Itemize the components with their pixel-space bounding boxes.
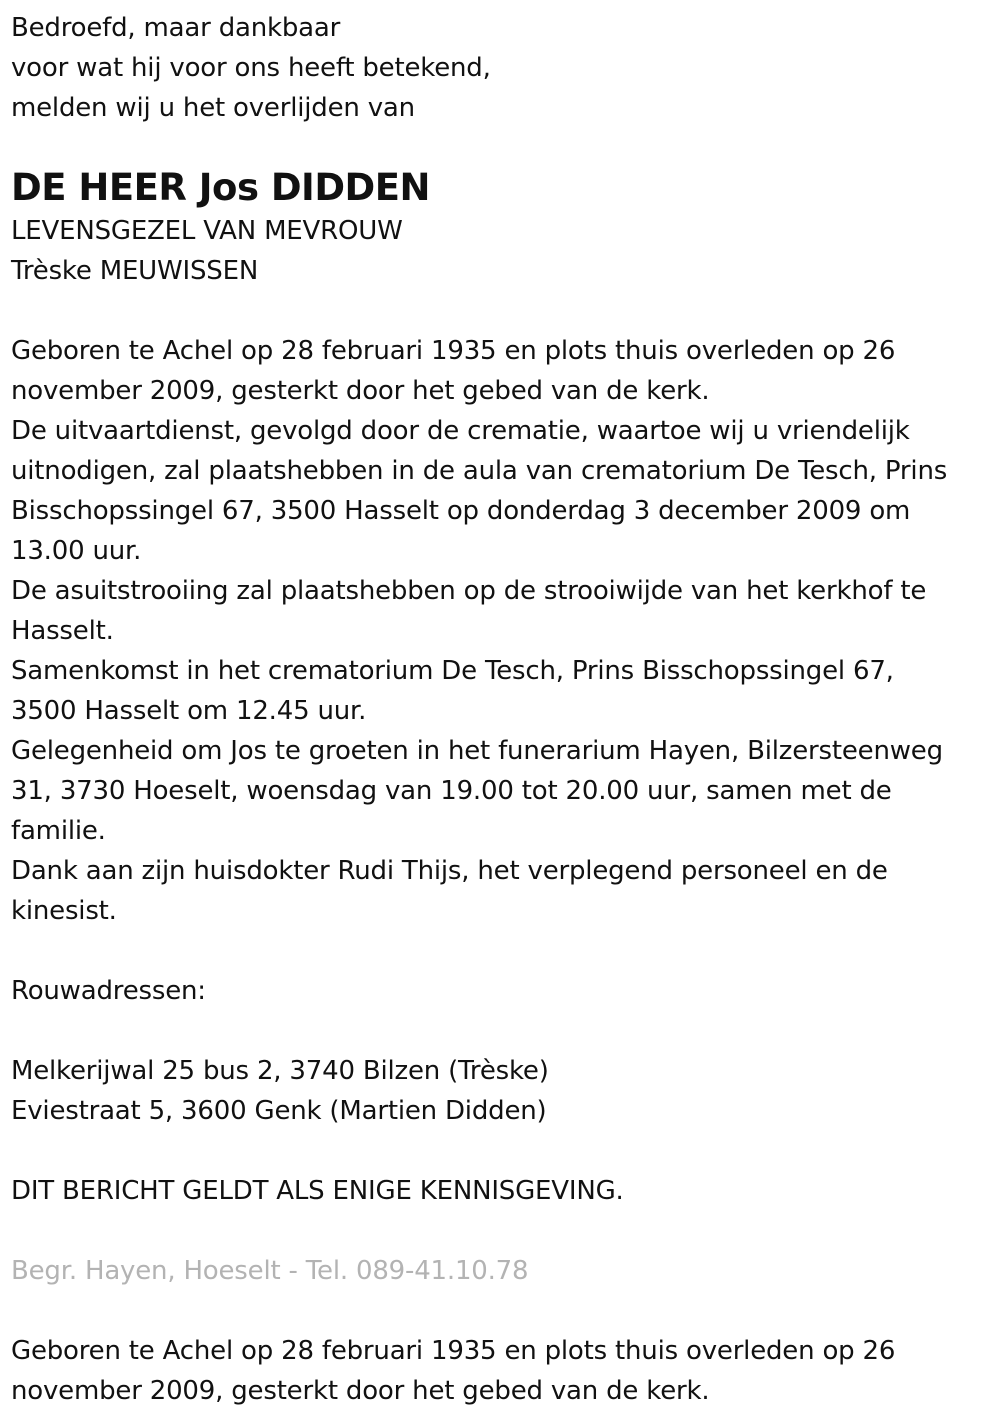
body-line: familie.	[11, 816, 106, 846]
body-line: Bisschopssingel 67, 3500 Hasselt op donderdag 3 december 2009 om	[11, 496, 911, 526]
partner-name: Trèske MEUWISSEN	[11, 256, 259, 286]
intro-line: voor wat hij voor ons heeft betekend,	[11, 53, 491, 83]
address-list	[11, 1051, 991, 1131]
body-line: De asuitstrooiing zal plaatshebben op de strooiwijde van het kerkhof te	[11, 576, 927, 606]
body-line: Hasselt.	[11, 616, 114, 646]
body-line: 13.00 uur.	[11, 536, 142, 566]
repeat-line: Geboren te Achel op 28 februari 1935 en plots thuis overleden op 26	[11, 1336, 896, 1366]
undertaker-credit: Begr. Hayen, Hoeselt - Tel. 089-41.10.78	[11, 1256, 529, 1286]
obituary-document	[11, 8, 991, 1411]
body-line: uitnodigen, zal plaatshebben in de aula van crematorium De Tesch, Prins	[11, 456, 948, 486]
body-line: november 2009, gesterkt door het gebed van de kerk.	[11, 376, 710, 406]
body-line: Samenkomst in het crematorium De Tesch, Prins Bisschopssingel 67,	[11, 656, 894, 686]
body-line: Geboren te Achel op 28 februari 1935 en plots thuis overleden op 26	[11, 336, 896, 366]
intro-line: melden wij u het overlijden van	[11, 93, 415, 123]
repeat-text	[11, 1331, 991, 1411]
address-line: Eviestraat 5, 3600 Genk (Martien Didden)	[11, 1096, 547, 1126]
body-line: 3500 Hasselt om 12.45 uur.	[11, 696, 367, 726]
repeat-line: november 2009, gesterkt door het gebed van de kerk.	[11, 1376, 710, 1406]
intro-line: Bedroefd, maar dankbaar	[11, 13, 341, 43]
deceased-name: DE HEER Jos DIDDEN	[11, 166, 430, 209]
addresses-heading: Rouwadressen:	[11, 976, 206, 1006]
body-text	[11, 331, 991, 931]
notice-text: DIT BERICHT GELDT ALS ENIGE KENNISGEVING.	[11, 1176, 624, 1206]
body-line: 31, 3730 Hoeselt, woensdag van 19.00 tot 20.00 uur, samen met de	[11, 776, 892, 806]
body-line: Gelegenheid om Jos te groeten in het funerarium Hayen, Bilzersteenweg	[11, 736, 943, 766]
body-line: De uitvaartdienst, gevolgd door de crematie, waartoe wij u vriendelijk	[11, 416, 910, 446]
address-line: Melkerijwal 25 bus 2, 3740 Bilzen (Trèske)	[11, 1056, 549, 1086]
body-line: kinesist.	[11, 896, 117, 926]
intro-block	[11, 8, 991, 128]
body-line: Dank aan zijn huisdokter Rudi Thijs, het verplegend personeel en de	[11, 856, 888, 886]
relation-line: LEVENSGEZEL VAN MEVROUW	[11, 216, 403, 246]
